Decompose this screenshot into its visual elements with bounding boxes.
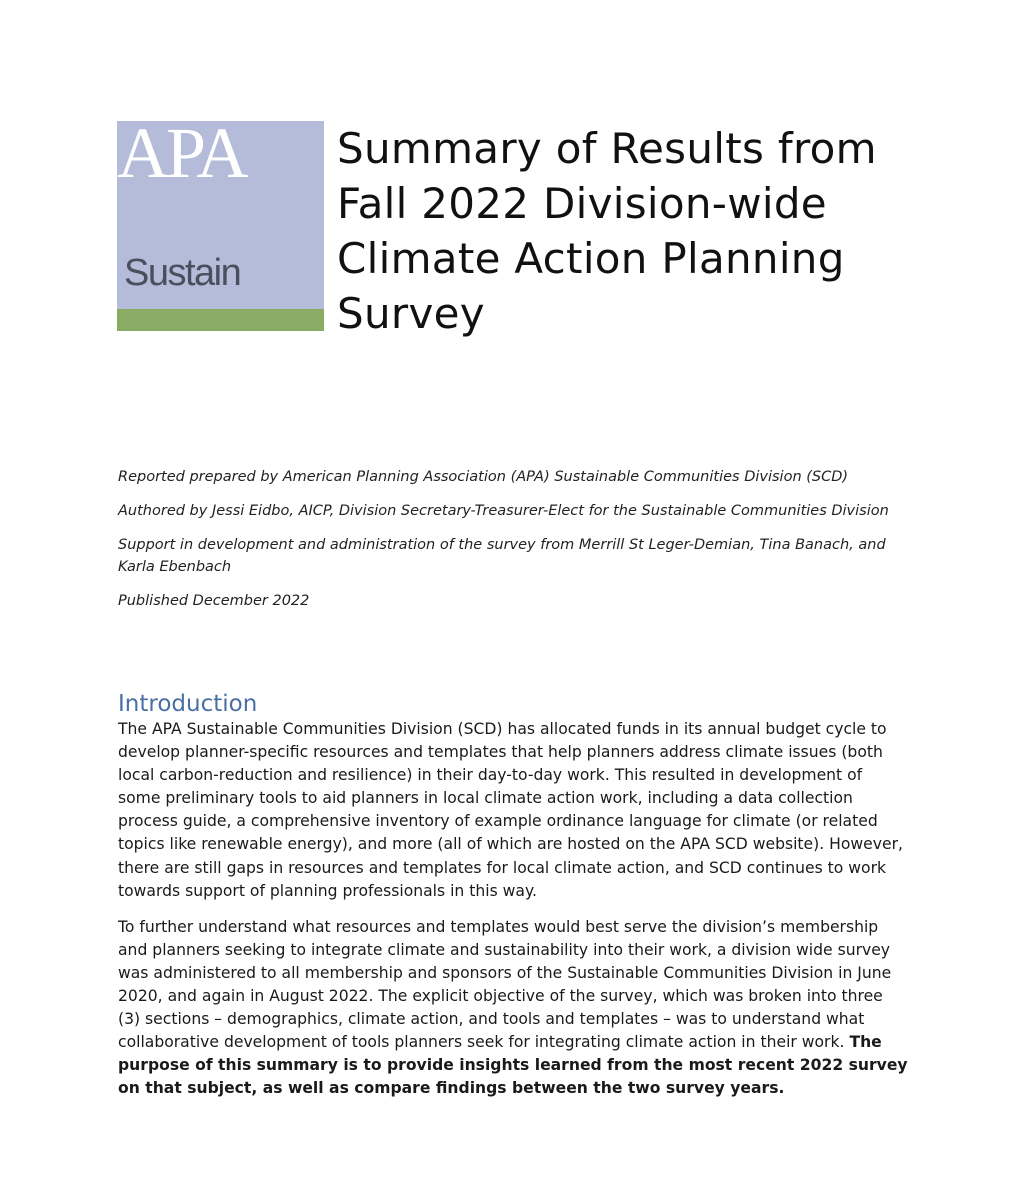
introduction-paragraph-2 xyxy=(118,916,908,1101)
document-title: Summary of Results from Fall 2022 Division-wide Climate Action Planning Survey xyxy=(337,124,877,338)
logo-green-bar xyxy=(117,309,324,331)
credit-support: Support in development and administration of the survey from Merrill St Leger-Demian, Tina Banach, and Karla Ebenbach xyxy=(118,537,886,575)
credit-published: Published December 2022 xyxy=(118,593,310,609)
introduction-paragraph-1: The APA Sustainable Communities Division (SCD) has allocated funds in its annual budget cycle to develop planner-specific resources and templates that help planners address climate issues (both local carbon-reduction and resilience) in their day-to-day work. This resulted in development of some preliminary tools to aid planners in local climate action work, including a data collection process guide, a comprehensive inventory of example ordinance language for climate (or related topics like renewable energy), and more (all of which are hosted on the APA SCD website). However, there are still gaps in resources and templates for local climate action, and SCD continues to work towards support of planning professionals in this way. xyxy=(118,720,903,900)
logo-apa-text: APA xyxy=(117,113,246,193)
introduction-section xyxy=(118,690,908,1101)
apa-sustain-logo xyxy=(117,113,324,331)
introduction-heading: Introduction xyxy=(118,691,258,717)
introduction-purpose-statement: The purpose of this summary is to provide insights learned from the most recent 2022 survey on that subject, as well as compare findings between the two survey years. xyxy=(118,1033,908,1098)
credit-authored: Authored by Jessi Eidbo, AICP, Division Secretary-Treasurer-Elect for the Sustainable Communities Division xyxy=(118,503,889,519)
introduction-paragraph-2-text: To further understand what resources and templates would best serve the division’s membership and planners seeking to integrate climate and sustainability into their work, a division wide survey was administered to all membership and sponsors of the Sustainable Communities Division in June 2020, and again in August 2022. The explicit objective of the survey, which was broken into three (3) sections – demographics, climate action, and tools and templates – was to understand what collaborative development of tools planners seek for integrating climate action in their work. xyxy=(118,917,892,1052)
logo-sustain-text: Sustain xyxy=(124,252,241,294)
credits-block xyxy=(118,466,908,624)
credit-reported: Reported prepared by American Planning Association (APA) Sustainable Communities Division (SCD) xyxy=(118,469,849,485)
